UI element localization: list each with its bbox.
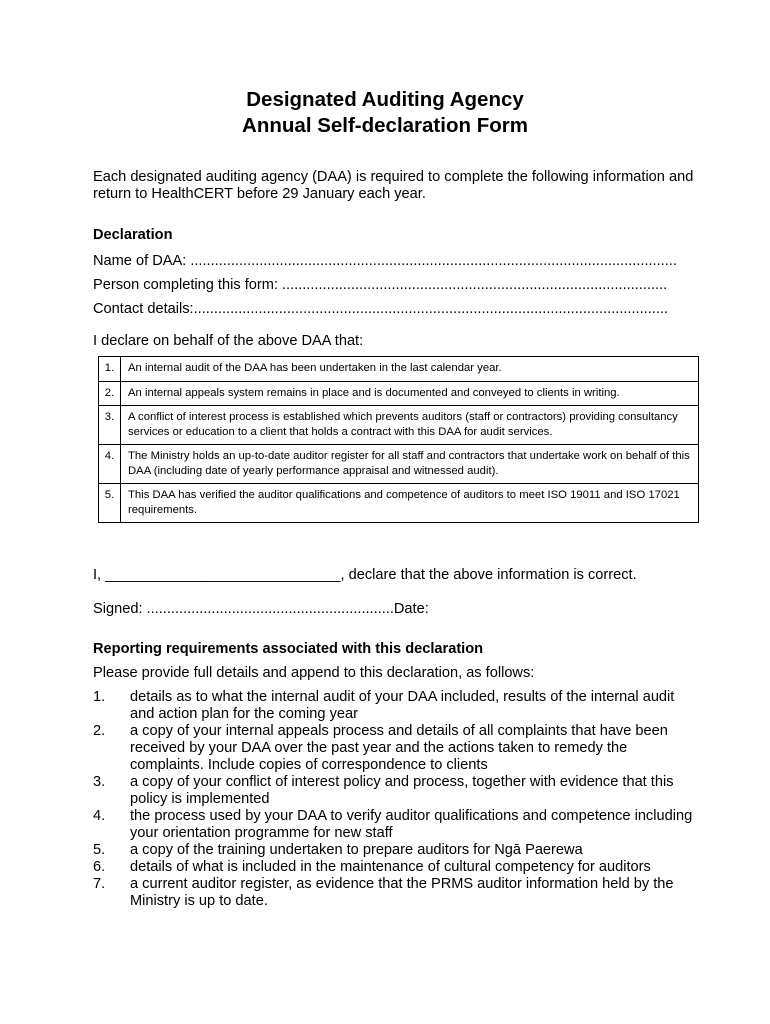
list-item-number: 4. bbox=[93, 808, 106, 824]
row-number: 2. bbox=[99, 381, 121, 406]
list-item-text: details of what is included in the maintenance of cultural competency for auditors bbox=[130, 859, 651, 875]
declare-on-behalf-text: I declare on behalf of the above DAA that: bbox=[93, 333, 364, 349]
declaration-heading: Declaration bbox=[93, 227, 173, 243]
row-statement: A conflict of interest process is established which prevents auditors (staff or contractors) providing consultancy services or education to a client that holds a contract with this DAA for audit services. bbox=[121, 406, 699, 445]
table-row bbox=[99, 406, 699, 445]
person-completing-field[interactable]: Person completing this form: ............................................................................................... bbox=[93, 277, 668, 293]
list-item-number: 7. bbox=[93, 876, 106, 892]
list-item bbox=[93, 842, 693, 859]
list-item-number: 5. bbox=[93, 842, 106, 858]
intro-paragraph: Each designated auditing agency (DAA) is required to complete the following information and return to HealthCERT before 29 January each year. bbox=[93, 169, 694, 202]
declarant-name-field[interactable]: I, _____________________________, declare that the above information is correct. bbox=[93, 567, 637, 583]
list-item-number: 6. bbox=[93, 859, 106, 875]
list-item bbox=[93, 774, 693, 808]
row-number: 5. bbox=[99, 484, 121, 523]
contact-details-field[interactable]: Contact details:..................................................................................................................... bbox=[93, 301, 668, 317]
signature-date-field[interactable]: Signed: .............................................................Date: bbox=[93, 601, 429, 617]
row-statement: An internal audit of the DAA has been undertaken in the last calendar year. bbox=[121, 357, 699, 382]
list-item-text: the process used by your DAA to verify auditor qualifications and competence including your orientation programme for new staff bbox=[130, 808, 693, 841]
list-item-text: a copy of your conflict of interest policy and process, together with evidence that this policy is implemented bbox=[130, 774, 674, 807]
declaration-table bbox=[98, 356, 699, 523]
list-item-text: a copy of your internal appeals process and details of all complaints that have been received by your DAA over the past year and the actions taken to remedy the complaints. Include copies of correspondence to clients bbox=[130, 723, 668, 773]
row-number: 1. bbox=[99, 357, 121, 382]
row-number: 3. bbox=[99, 406, 121, 445]
list-item-text: a current auditor register, as evidence that the PRMS auditor information held by the Ministry is up to date. bbox=[130, 876, 674, 909]
reporting-intro: Please provide full details and append to this declaration, as follows: bbox=[93, 665, 535, 681]
list-item-text: details as to what the internal audit of your DAA included, results of the internal audit and action plan for the coming year bbox=[130, 689, 675, 722]
list-item bbox=[93, 808, 693, 842]
list-item-text: a copy of the training undertaken to prepare auditors for Ngā Paerewa bbox=[130, 842, 583, 858]
title-line-1: Designated Auditing Agency bbox=[246, 88, 524, 111]
reporting-heading: Reporting requirements associated with this declaration bbox=[93, 641, 484, 657]
list-item bbox=[93, 876, 693, 910]
reporting-requirements-list bbox=[93, 689, 693, 910]
page-title bbox=[0, 87, 770, 139]
list-item-number: 3. bbox=[93, 774, 106, 790]
name-of-daa-field[interactable]: Name of DAA: ........................................................................................................................ bbox=[93, 253, 677, 269]
row-statement: An internal appeals system remains in place and is documented and conveyed to clients in writing. bbox=[121, 381, 699, 406]
table-row bbox=[99, 381, 699, 406]
table-row bbox=[99, 445, 699, 484]
list-item bbox=[93, 859, 693, 876]
list-item-number: 1. bbox=[93, 689, 106, 705]
table-row bbox=[99, 357, 699, 382]
row-statement: This DAA has verified the auditor qualifications and competence of auditors to meet ISO 19011 and ISO 17021 requirements. bbox=[121, 484, 699, 523]
row-statement: The Ministry holds an up-to-date auditor register for all staff and contractors that undertake work on behalf of this DAA (including date of yearly performance appraisal and witnessed audit). bbox=[121, 445, 699, 484]
row-number: 4. bbox=[99, 445, 121, 484]
list-item-number: 2. bbox=[93, 723, 106, 739]
table-row bbox=[99, 484, 699, 523]
title-line-2: Annual Self-declaration Form bbox=[242, 114, 528, 137]
list-item bbox=[93, 723, 693, 774]
list-item bbox=[93, 689, 693, 723]
